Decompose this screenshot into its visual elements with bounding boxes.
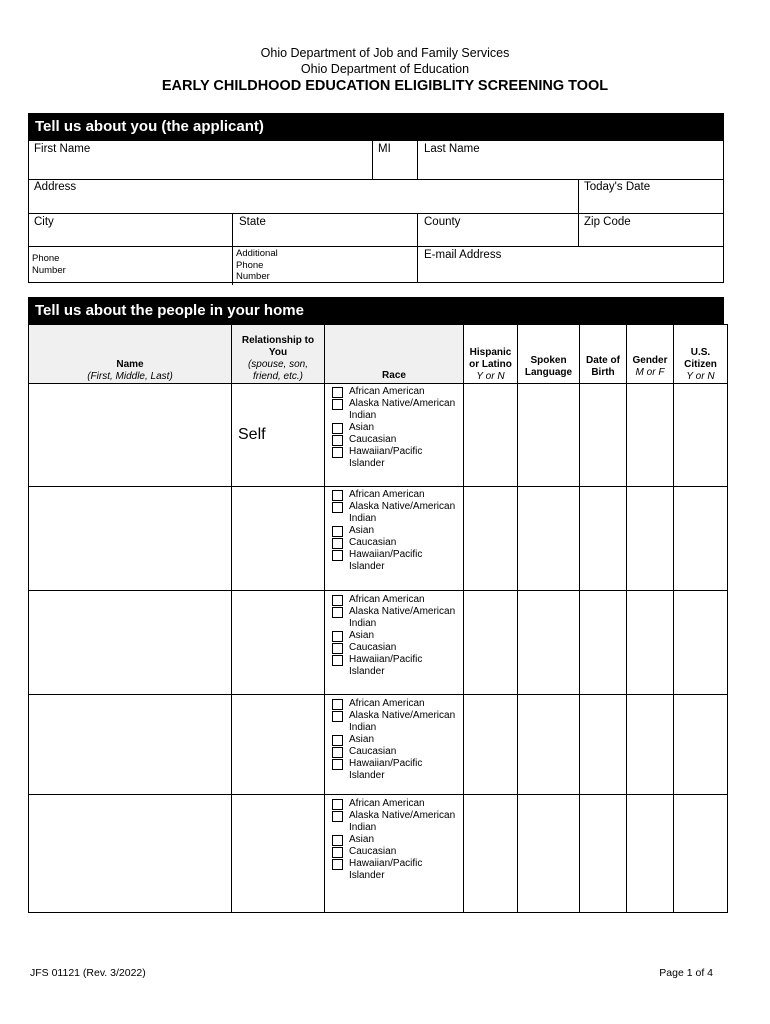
- checkbox-asian[interactable]: [332, 735, 343, 746]
- agency-name-odjfs: Ohio Department of Job and Family Services: [260, 46, 510, 60]
- col-header-date-of-birth: Date of Birth: [586, 355, 620, 378]
- form-id: JFS 01121 (Rev. 3/2022): [30, 967, 146, 979]
- checkbox-hawaiian-pacific[interactable]: [332, 550, 343, 561]
- checkbox-asian[interactable]: [332, 835, 343, 846]
- checkbox-alaska-native[interactable]: [332, 502, 343, 513]
- checkbox-alaska-native[interactable]: [332, 811, 343, 822]
- checkbox-caucasian[interactable]: [332, 643, 343, 654]
- city-field[interactable]: City: [34, 216, 54, 228]
- checkbox-alaska-native[interactable]: [332, 711, 343, 722]
- email-address-field[interactable]: E-mail Address: [424, 249, 502, 261]
- checkbox-asian[interactable]: [332, 423, 343, 434]
- checkbox-african-american[interactable]: [332, 799, 343, 810]
- agency-name-ode: Ohio Department of Education: [300, 62, 470, 76]
- col-header-relationship: Relationship to You (spouse, son, friend, etc.): [241, 335, 315, 382]
- checkbox-caucasian[interactable]: [332, 435, 343, 446]
- phone-number-field[interactable]: Phone Number: [32, 253, 66, 276]
- checkbox-caucasian[interactable]: [332, 538, 343, 549]
- checkbox-african-american[interactable]: [332, 595, 343, 606]
- address-field[interactable]: Address: [34, 181, 77, 193]
- mi-field[interactable]: MI: [378, 143, 391, 155]
- form-title: EARLY CHILDHOOD EDUCATION ELIGIBLITY SCREENING TOOL: [161, 78, 609, 94]
- race-options-row-1: African American Alaska Native/American Indian Asian Caucasian Hawaiian/Pacific Islander: [332, 386, 455, 470]
- household-section-header: Tell us about the people in your home: [28, 297, 724, 324]
- race-options-row-2: African American Alaska Native/American Indian Asian Caucasian Hawaiian/Pacific Islander: [332, 489, 455, 573]
- last-name-field[interactable]: Last Name: [424, 143, 480, 155]
- checkbox-african-american[interactable]: [332, 490, 343, 501]
- checkbox-hawaiian-pacific[interactable]: [332, 655, 343, 666]
- checkbox-alaska-native[interactable]: [332, 607, 343, 618]
- todays-date-field[interactable]: Today's Date: [584, 181, 651, 193]
- relationship-self: Self: [238, 426, 266, 443]
- col-header-race: Race: [382, 370, 406, 381]
- col-header-gender: Gender M or F: [632, 355, 668, 378]
- additional-phone-field[interactable]: Additional Phone Number: [236, 248, 278, 282]
- race-options-row-5: African American Alaska Native/American Indian Asian Caucasian Hawaiian/Pacific Islander: [332, 798, 455, 882]
- checkbox-alaska-native[interactable]: [332, 399, 343, 410]
- checkbox-asian[interactable]: [332, 526, 343, 537]
- checkbox-african-american[interactable]: [332, 699, 343, 710]
- race-options-row-4: African American Alaska Native/American Indian Asian Caucasian Hawaiian/Pacific Islander: [332, 698, 455, 782]
- checkbox-african-american[interactable]: [332, 387, 343, 398]
- checkbox-asian[interactable]: [332, 631, 343, 642]
- checkbox-caucasian[interactable]: [332, 847, 343, 858]
- page-number: Page 1 of 4: [659, 967, 713, 979]
- zip-code-field[interactable]: Zip Code: [584, 216, 631, 228]
- col-header-us-citizen: U.S. Citizen Y or N: [684, 347, 717, 382]
- first-name-field[interactable]: First Name: [34, 143, 91, 155]
- checkbox-caucasian[interactable]: [332, 747, 343, 758]
- col-header-spoken-language: Spoken Language: [524, 355, 573, 378]
- col-header-hispanic: Hispanic or Latino Y or N: [469, 347, 512, 382]
- checkbox-hawaiian-pacific[interactable]: [332, 759, 343, 770]
- checkbox-hawaiian-pacific[interactable]: [332, 447, 343, 458]
- applicant-table: [28, 140, 724, 283]
- state-field[interactable]: State: [239, 216, 266, 228]
- county-field[interactable]: County: [424, 216, 461, 228]
- checkbox-hawaiian-pacific[interactable]: [332, 859, 343, 870]
- race-options-row-3: African American Alaska Native/American Indian Asian Caucasian Hawaiian/Pacific Islander: [332, 594, 455, 678]
- col-header-name: Name (First, Middle, Last): [87, 359, 173, 382]
- applicant-section-header: Tell us about you (the applicant): [28, 113, 724, 140]
